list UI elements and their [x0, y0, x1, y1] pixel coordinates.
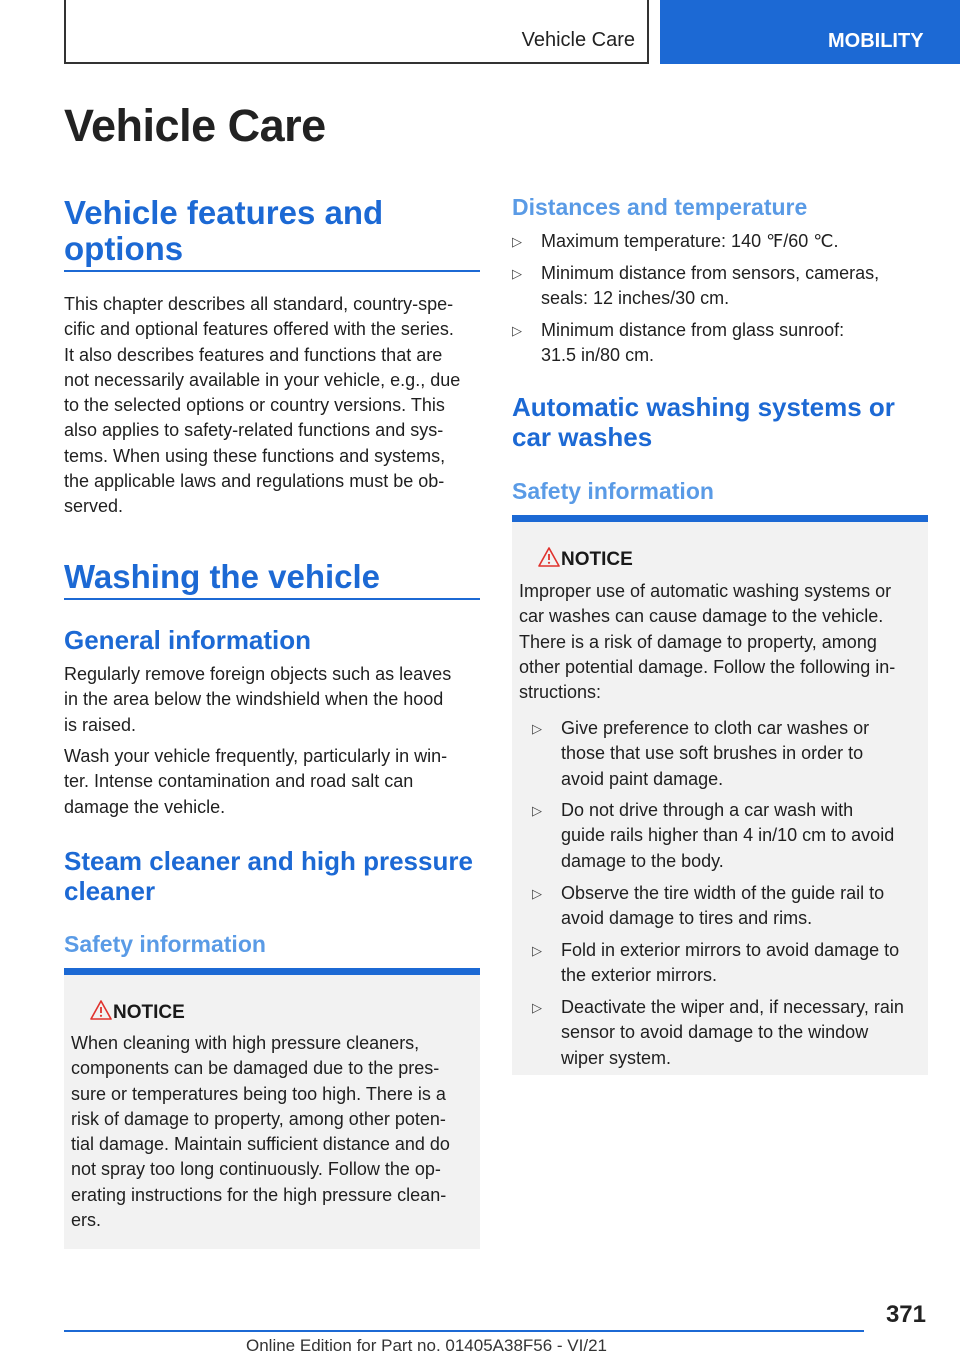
text-line: wiper system.: [561, 1047, 672, 1068]
text-line: in the area below the windshield when the hood: [64, 689, 444, 710]
list-item-text: [561, 938, 899, 989]
text-line: avoid paint damage.: [561, 768, 724, 789]
washing-heading: Washing the vehicle: [64, 558, 381, 595]
text-line: ers.: [71, 1210, 102, 1231]
triangle-right-icon: ▷: [532, 943, 542, 958]
list-item: [532, 881, 922, 933]
text-line: This chapter describes all standard, country-spe-: [64, 294, 454, 314]
text-line: sure or temperatures being too high. There is a: [71, 1083, 446, 1104]
warning-icon: [90, 999, 112, 1021]
text-line: Fold in exterior mirrors to avoid damage to: [561, 940, 900, 960]
list-item-text: [541, 318, 844, 369]
header-section-label: Vehicle Care: [521, 29, 635, 51]
notice-text: [71, 1031, 450, 1233]
text-line: Give preference to cloth car washes or: [561, 718, 870, 738]
text-line: also applies to safety-related functions and sys-: [64, 420, 444, 441]
notice-text: [519, 579, 895, 705]
text-line: Minimum distance from sensors, cameras,: [541, 263, 880, 283]
text-line: structions:: [519, 682, 602, 703]
text-line: the exterior mirrors.: [561, 965, 718, 986]
header-chapter-label: MOBILITY: [828, 30, 924, 52]
triangle-right-icon: ▷: [512, 234, 522, 249]
notice-box: [64, 968, 480, 1249]
footer-edition: Online Edition for Part no. 01405A38F56 - VI/21: [246, 1336, 608, 1355]
triangle-right-icon: ▷: [512, 323, 522, 338]
footer-rule: [64, 1330, 864, 1332]
list-item: [532, 716, 922, 794]
header-section-tab: [64, 0, 649, 64]
text-line: sensor to avoid damage to the window: [561, 1022, 869, 1043]
steam-heading-line: cleaner: [64, 876, 156, 906]
text-line: tial damage. Maintain sufficient distance and do: [71, 1134, 450, 1155]
list-item: [512, 261, 928, 313]
list-item: [512, 229, 928, 255]
general-paragraph-2: [64, 744, 447, 820]
page-title: Vehicle Care: [64, 100, 326, 151]
triangle-right-icon: ▷: [512, 266, 522, 281]
text-line: is raised.: [64, 714, 137, 735]
heading-rule: [64, 598, 480, 600]
notice-header: [512, 546, 928, 576]
list-item: [532, 798, 922, 876]
text-line: served.: [64, 496, 124, 517]
text-line: Wash your vehicle frequently, particularly in win-: [64, 746, 448, 766]
list-item-text: [561, 995, 904, 1071]
triangle-right-icon: ▷: [532, 803, 542, 818]
text-line: damage the vehicle.: [64, 796, 226, 817]
auto-wash-heading-line: Automatic washing systems or: [512, 392, 895, 422]
page-number: 371: [885, 1301, 926, 1328]
text-line: erating instructions for the high pressure clean-: [71, 1184, 447, 1205]
text-line: It also describes features and functions that are: [64, 344, 443, 365]
notice-header: [64, 999, 480, 1029]
general-info-heading: General information: [64, 625, 312, 655]
text-line: Do not drive through a car wash with: [561, 800, 854, 820]
text-line: Observe the tire width of the guide rail to: [561, 883, 885, 903]
text-line: There is a risk of damage to property, among: [519, 631, 877, 652]
triangle-right-icon: ▷: [532, 721, 542, 736]
text-line: Deactivate the wiper and, if necessary, rain: [561, 997, 904, 1017]
list-item: [512, 318, 928, 370]
steam-heading-line: Steam cleaner and high pressure: [64, 846, 473, 876]
notice-label: NOTICE: [561, 549, 633, 570]
list-item: [532, 995, 922, 1073]
triangle-right-icon: ▷: [532, 1000, 542, 1015]
auto-wash-heading: [512, 392, 895, 452]
text-line: ter. Intense contamination and road salt can: [64, 771, 414, 792]
text-line: the applicable laws and regulations must be ob-: [64, 471, 445, 492]
text-line: 31.5 in/80 cm.: [541, 345, 655, 366]
list-item-text: Maximum temperature: 140 ℉/60 ℃.: [541, 231, 839, 251]
notice-box: [512, 515, 928, 1075]
heading-rule: [64, 270, 480, 272]
features-heading: [64, 195, 383, 267]
text-line: not necessarily available in your vehicle, e.g., due: [64, 369, 461, 390]
safety-info-heading: Safety information: [64, 931, 266, 957]
text-line: cific and optional features offered with the series.: [64, 319, 454, 340]
features-heading-line: Vehicle features and: [64, 194, 384, 231]
features-paragraph: [64, 292, 460, 520]
list-item-text: [561, 881, 884, 932]
text-line: other potential damage. Follow the following in-: [519, 656, 896, 677]
text-line: Improper use of automatic washing systems or: [519, 581, 892, 601]
text-line: damage to the body.: [561, 850, 724, 871]
text-line: Regularly remove foreign objects such as leaves: [64, 664, 452, 684]
warning-icon: [538, 546, 560, 568]
distances-heading: Distances and temperature: [512, 194, 808, 220]
text-line: tems. When using these functions and systems,: [64, 445, 446, 466]
text-line: risk of damage to property, among other poten-: [71, 1108, 446, 1129]
list-item: [532, 938, 922, 990]
list-item-text: [541, 261, 879, 312]
header-chapter-tab: [660, 0, 960, 64]
text-line: When cleaning with high pressure cleaners,: [71, 1033, 420, 1053]
general-paragraph-1: [64, 662, 451, 738]
list-item-text: [561, 716, 869, 792]
list-item-text: [561, 798, 894, 874]
notice-label: NOTICE: [113, 1002, 185, 1023]
text-line: Minimum distance from glass sunroof:: [541, 320, 845, 340]
features-heading-line: options: [64, 230, 184, 267]
safety-info-heading: Safety information: [512, 478, 714, 504]
text-line: components can be damaged due to the pres-: [71, 1058, 440, 1079]
text-line: seals: 12 inches/30 cm.: [541, 288, 730, 309]
text-line: to the selected options or country versions. This: [64, 395, 445, 416]
text-line: not spray too long continuously. Follow the op-: [71, 1159, 441, 1180]
auto-wash-heading-line: car washes: [512, 422, 653, 452]
text-line: avoid damage to tires and rims.: [561, 908, 813, 929]
triangle-right-icon: ▷: [532, 886, 542, 901]
text-line: guide rails higher than 4 in/10 cm to avoid: [561, 825, 895, 846]
steam-cleaner-heading: [64, 846, 473, 906]
text-line: those that use soft brushes in order to: [561, 743, 864, 764]
text-line: car washes can cause damage to the vehicle.: [519, 606, 884, 627]
